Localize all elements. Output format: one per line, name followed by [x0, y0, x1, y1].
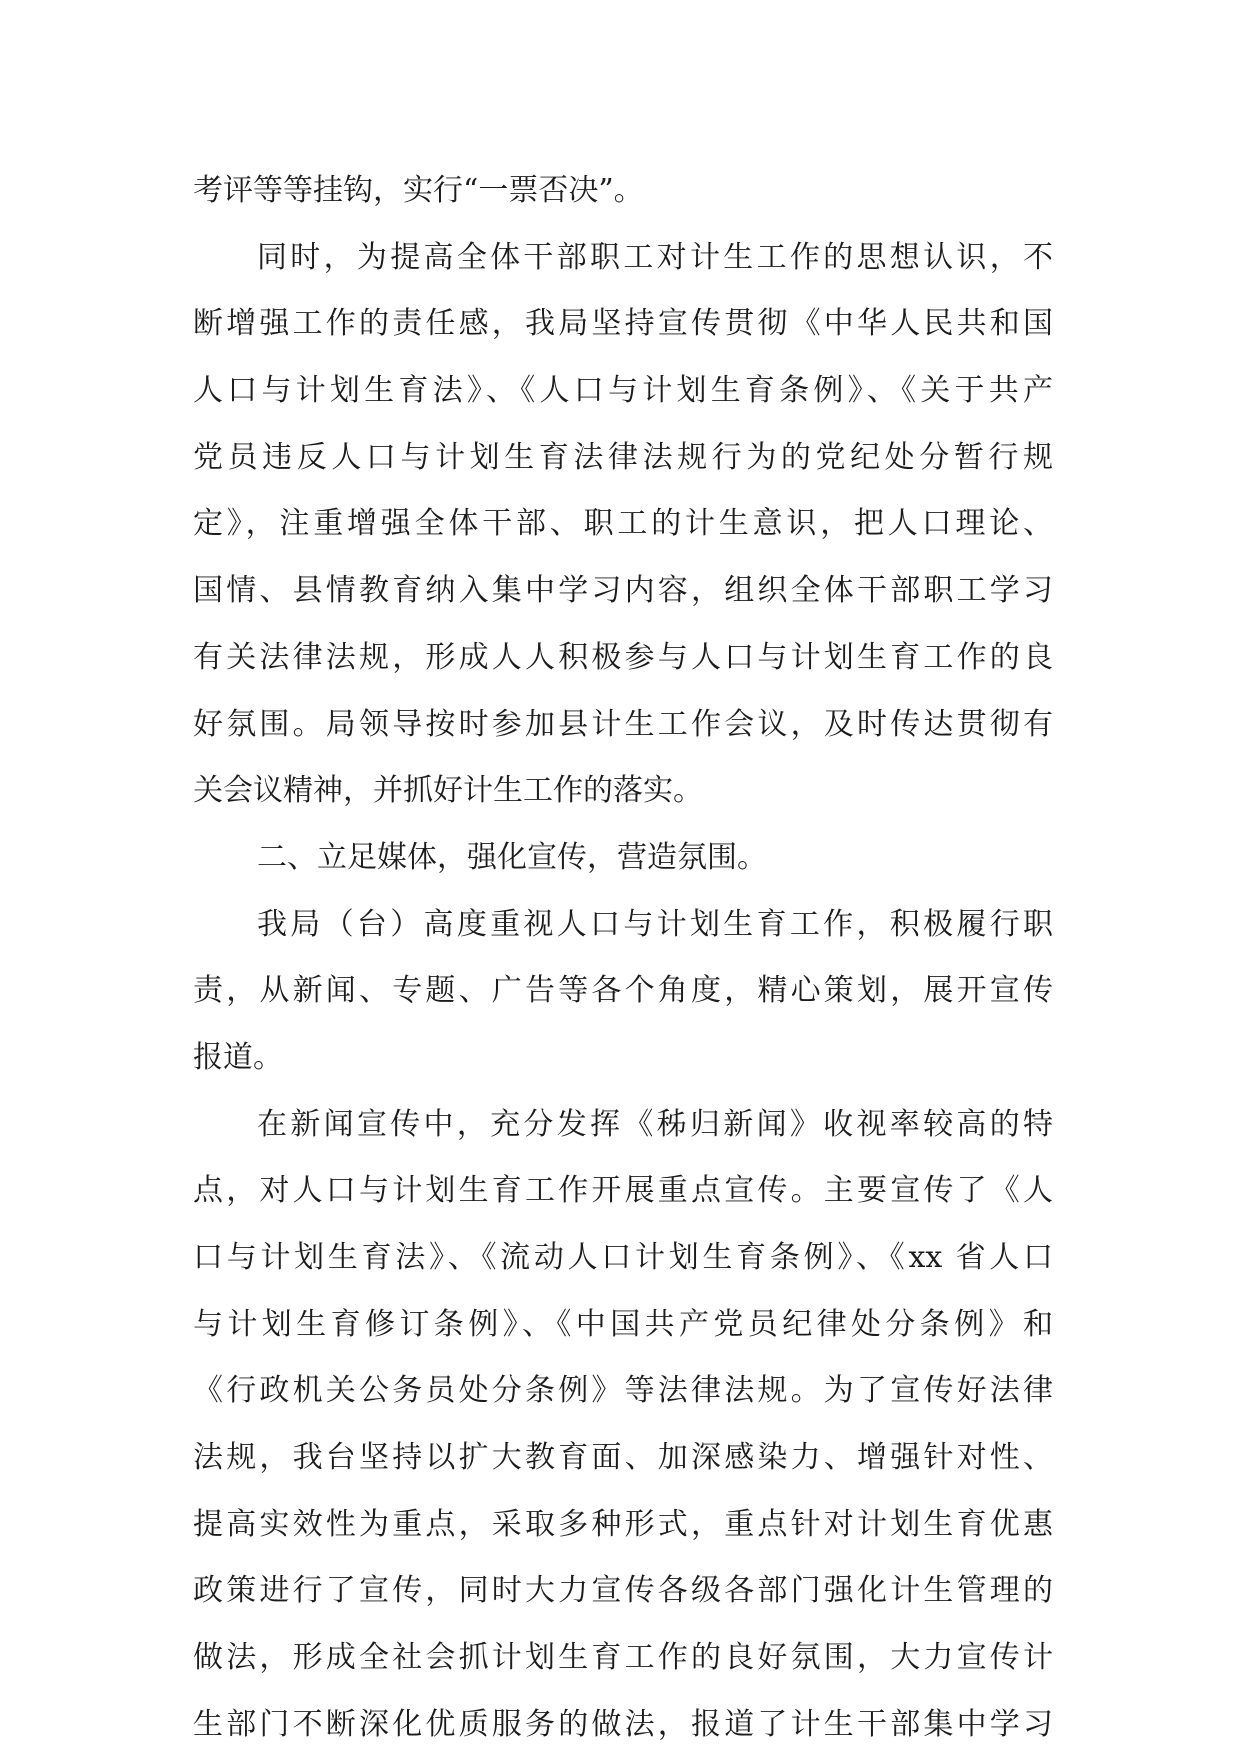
text-line: 《行政机关公务员处分条例》等法律法规。为了宣传好法律: [193, 1373, 1053, 1409]
text-line: 我局（台）高度重视人口与计划生育工作，积极履行职: [257, 906, 1053, 942]
text-line: 政策进行了宣传，同时大力宣传各级各部门强化计生管理的: [193, 1573, 1053, 1609]
text-line: 点，对人口与计划生育工作开展重点宣传。主要宣传了《人: [193, 1173, 1053, 1209]
text-line: 二、立足媒体，强化宣传，营造氛围。: [257, 839, 767, 875]
text-line: 好氛围。局领导按时参加县计生工作会议，及时传达贯彻有: [193, 706, 1053, 742]
text-line: 做法，形成全社会抓计划生育工作的良好氛围，大力宣传计: [193, 1640, 1053, 1676]
text-line: 口与计划生育法》、《流动人口计划生育条例》、《xx 省人口: [193, 1240, 1053, 1275]
text-line: 责，从新闻、专题、广告等各个角度，精心策划，展开宣传: [193, 973, 1053, 1009]
document-body: [193, 158, 1053, 1759]
text-line: 法规，我台坚持以扩大教育面、加深感染力、增强针对性、: [193, 1440, 1053, 1476]
text-line: 同时，为提高全体干部职工对计生工作的思想认识，不: [257, 239, 1053, 275]
text-line: 提高实效性为重点，采取多种形式，重点针对计划生育优惠: [193, 1506, 1053, 1542]
text-line: 国情、县情教育纳入集中学习内容，组织全体干部职工学习: [193, 573, 1053, 609]
text-line: 与计划生育修订条例》、《中国共产党员纪律处分条例》和: [193, 1306, 1053, 1342]
text-line: 人口与计划生育法》、《人口与计划生育条例》、《关于共产: [193, 373, 1053, 409]
text-line: 断增强工作的责任感，我局坚持宣传贯彻《中华人民共和国: [193, 306, 1053, 342]
text-line: 党员违反人口与计划生育法律法规行为的党纪处分暂行规: [193, 439, 1053, 475]
text-line: 在新闻宣传中，充分发挥《秭归新闻》收视率较高的特: [257, 1106, 1053, 1142]
text-line: 有关法律法规，形成人人积极参与人口与计划生育工作的良: [193, 639, 1053, 675]
text-line: 定》，注重增强全体干部、职工的计生意识，把人口理论、: [193, 506, 1053, 542]
text-line: 关会议精神，并抓好计生工作的落实。: [193, 773, 703, 809]
text-line: 生部门不断深化优质服务的做法，报道了计生干部集中学习: [193, 1706, 1053, 1742]
text-line: 报道。: [193, 1039, 283, 1075]
text-line: 考评等等挂钩，实行“一票否决”。: [193, 173, 644, 208]
